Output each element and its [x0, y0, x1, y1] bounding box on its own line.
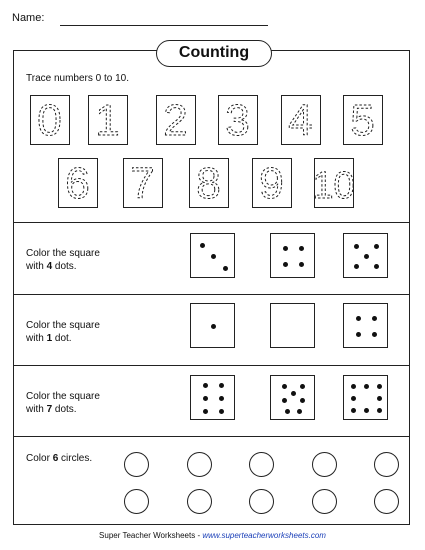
dice-dot — [356, 316, 361, 321]
dice-dot — [372, 316, 377, 321]
section-divider — [13, 294, 410, 295]
trace-box[interactable] — [218, 95, 258, 145]
color-circle[interactable] — [374, 489, 399, 514]
footer-text: Super Teacher Worksheets - — [99, 531, 203, 540]
dice-dot — [372, 332, 377, 337]
dice-dot — [203, 409, 208, 414]
dice-dot — [283, 262, 288, 267]
dice-dot — [299, 246, 304, 251]
task-line2 — [26, 332, 100, 345]
task-count: 1 — [46, 333, 53, 344]
dice-dot — [351, 408, 356, 413]
color-circle[interactable] — [374, 452, 399, 477]
trace-box[interactable] — [343, 95, 383, 145]
dice-dot — [374, 244, 379, 249]
task-prefix: with — [26, 261, 47, 272]
task-suffix: dots. — [52, 261, 77, 272]
dice-dot — [297, 409, 302, 414]
color-circle[interactable] — [124, 452, 149, 477]
dice-square[interactable] — [270, 233, 315, 278]
dice-square[interactable] — [270, 375, 315, 420]
trace-box[interactable] — [88, 95, 128, 145]
dice-dot — [219, 396, 224, 401]
color-circle[interactable] — [187, 452, 212, 477]
trace-number: 8 — [196, 159, 221, 208]
trace-number: 1 — [95, 96, 120, 145]
name-line[interactable] — [60, 25, 268, 26]
dice-dot — [377, 408, 382, 413]
task-instruction — [26, 319, 100, 345]
worksheet-title: Counting — [156, 40, 272, 67]
section-divider — [13, 222, 410, 223]
task-suffix: dot. — [52, 333, 72, 344]
footer — [0, 531, 425, 540]
trace-box[interactable] — [252, 158, 292, 208]
section-divider — [13, 436, 410, 437]
dice-dot — [351, 396, 356, 401]
circles-instruction — [26, 452, 92, 465]
dice-dot — [300, 384, 305, 389]
color-circle[interactable] — [312, 452, 337, 477]
dice-dot — [211, 324, 216, 329]
dice-dot — [364, 254, 369, 259]
trace-number: 2 — [163, 96, 188, 145]
trace-box[interactable] — [156, 95, 196, 145]
circles-prefix: Color — [26, 453, 53, 464]
dice-dot — [364, 408, 369, 413]
dice-dot — [354, 264, 359, 269]
color-circle[interactable] — [249, 489, 274, 514]
task-instruction — [26, 390, 100, 416]
trace-number: 7 — [130, 159, 155, 208]
task-line1: Color the square — [26, 391, 100, 402]
color-circle[interactable] — [124, 489, 149, 514]
trace-number: 3 — [225, 96, 250, 145]
color-circle[interactable] — [249, 452, 274, 477]
task-line1: Color the square — [26, 248, 100, 259]
task-line2 — [26, 403, 100, 416]
dice-square[interactable] — [190, 375, 235, 420]
dice-dot — [299, 262, 304, 267]
trace-number: 10 — [312, 165, 355, 207]
dice-dot — [300, 398, 305, 403]
dice-dot — [282, 384, 287, 389]
dice-dot — [351, 384, 356, 389]
task-line1: Color the square — [26, 320, 100, 331]
name-label: Name: — [12, 12, 45, 24]
dice-square[interactable] — [343, 303, 388, 348]
dice-dot — [219, 409, 224, 414]
dice-dot — [377, 396, 382, 401]
dice-dot — [285, 409, 290, 414]
task-prefix: with — [26, 333, 47, 344]
task-count: 7 — [46, 404, 53, 415]
dice-dot — [223, 266, 228, 271]
trace-number: 9 — [259, 159, 284, 208]
color-circle[interactable] — [312, 489, 337, 514]
dice-square[interactable] — [343, 375, 388, 420]
circles-count: 6 — [52, 453, 59, 464]
dice-dot — [291, 391, 296, 396]
dice-square[interactable] — [190, 303, 235, 348]
dice-square[interactable] — [343, 233, 388, 278]
trace-box[interactable] — [123, 158, 163, 208]
trace-number: 0 — [37, 96, 62, 145]
dice-dot — [211, 254, 216, 259]
dice-dot — [377, 384, 382, 389]
task-line2 — [26, 260, 100, 273]
dice-dot — [282, 398, 287, 403]
trace-number: 6 — [65, 159, 90, 208]
trace-instruction: Trace numbers 0 to 10. — [26, 73, 130, 84]
dice-dot — [283, 246, 288, 251]
trace-number: 5 — [350, 96, 375, 145]
circles-suffix: circles. — [58, 453, 93, 464]
dice-square[interactable] — [190, 233, 235, 278]
dice-dot — [203, 383, 208, 388]
trace-box[interactable] — [314, 158, 354, 208]
dice-dot — [374, 264, 379, 269]
task-prefix: with — [26, 404, 47, 415]
dice-square[interactable] — [270, 303, 315, 348]
dice-dot — [203, 396, 208, 401]
task-suffix: dots. — [52, 404, 77, 415]
dice-dot — [356, 332, 361, 337]
dice-dot — [354, 244, 359, 249]
task-instruction — [26, 247, 100, 273]
footer-link[interactable]: www.superteacherworksheets.com — [202, 531, 326, 540]
dice-dot — [219, 383, 224, 388]
trace-box[interactable] — [281, 95, 321, 145]
dice-dot — [364, 384, 369, 389]
dice-dot — [200, 243, 205, 248]
task-count: 4 — [46, 261, 53, 272]
trace-box[interactable] — [189, 158, 229, 208]
trace-box[interactable] — [58, 158, 98, 208]
section-divider — [13, 365, 410, 366]
trace-number: 4 — [288, 96, 313, 145]
color-circle[interactable] — [187, 489, 212, 514]
trace-box[interactable] — [30, 95, 70, 145]
